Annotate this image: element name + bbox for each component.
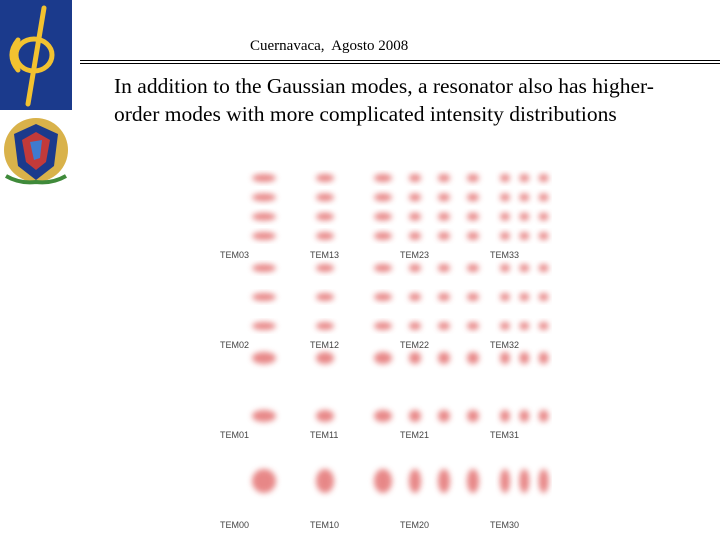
institute-logo <box>0 0 72 110</box>
tem-mode-label: TEM32 <box>490 340 520 350</box>
intensity-spot <box>539 352 549 364</box>
intensity-spot <box>467 264 479 272</box>
tem-mode-cell <box>310 264 392 350</box>
intensity-spot <box>500 213 510 221</box>
intensity-spot <box>252 264 276 272</box>
header-divider-secondary <box>80 63 720 64</box>
intensity-spot <box>409 410 421 422</box>
tem-mode-cell <box>310 174 392 260</box>
intensity-spot <box>539 213 549 221</box>
intensity-spot <box>500 193 510 201</box>
tem-mode-pattern-figure <box>212 168 552 534</box>
intensity-spot <box>409 352 421 364</box>
intensity-spot <box>438 410 450 422</box>
intensity-spot <box>438 232 450 240</box>
tem-mode-cell <box>310 352 392 440</box>
intensity-spot <box>252 174 276 182</box>
tem-mode-cell <box>400 352 479 440</box>
intensity-spot <box>316 352 334 364</box>
intensity-spot <box>316 264 334 272</box>
intensity-spot <box>519 174 529 182</box>
intensity-spot <box>316 232 334 240</box>
intensity-spot <box>500 293 510 301</box>
intensity-spot <box>374 410 392 422</box>
tem-mode-label: TEM03 <box>220 250 250 260</box>
tem-mode-label: TEM23 <box>400 250 430 260</box>
intensity-spot <box>519 193 529 201</box>
university-seal <box>0 110 72 188</box>
intensity-spot <box>252 232 276 240</box>
intensity-spot <box>500 410 510 422</box>
tem-mode-label: TEM20 <box>400 520 430 530</box>
intensity-spot <box>409 322 421 330</box>
tem-mode-label: TEM13 <box>310 250 340 260</box>
intensity-spot <box>519 264 529 272</box>
intensity-spot <box>252 213 276 221</box>
intensity-spot <box>519 232 529 240</box>
logo-panel <box>0 0 72 188</box>
intensity-spot <box>374 232 392 240</box>
intensity-spot <box>252 469 276 493</box>
intensity-spot <box>519 410 529 422</box>
intensity-spot <box>438 213 450 221</box>
intensity-spot <box>539 293 549 301</box>
intensity-spot <box>374 352 392 364</box>
intensity-spot <box>519 322 529 330</box>
intensity-spot <box>316 293 334 301</box>
tem-mode-label: TEM31 <box>490 430 520 440</box>
intensity-spot <box>316 174 334 182</box>
tem-mode-cell <box>490 469 552 530</box>
intensity-spot <box>409 193 421 201</box>
intensity-spot <box>409 469 421 493</box>
intensity-spot <box>519 352 529 364</box>
intensity-spot <box>438 293 450 301</box>
tem-mode-label: TEM01 <box>220 430 250 440</box>
intensity-spot <box>409 293 421 301</box>
intensity-spot <box>500 352 510 364</box>
intensity-spot <box>539 174 549 182</box>
tem-mode-label: TEM10 <box>310 520 340 530</box>
intensity-spot <box>374 293 392 301</box>
intensity-spot <box>409 213 421 221</box>
intensity-spot <box>539 264 549 272</box>
tem-mode-label: TEM33 <box>490 250 520 260</box>
intensity-spot <box>374 213 392 221</box>
tem-mode-cell <box>400 264 479 350</box>
intensity-spot <box>500 469 510 493</box>
intensity-spot <box>539 322 549 330</box>
intensity-spot <box>539 410 549 422</box>
intensity-spot <box>467 293 479 301</box>
intensity-spot <box>438 264 450 272</box>
intensity-spot <box>438 322 450 330</box>
intensity-spot <box>467 213 479 221</box>
intensity-spot <box>374 469 392 493</box>
intensity-spot <box>252 193 276 201</box>
intensity-spot <box>316 213 334 221</box>
intensity-spot <box>409 264 421 272</box>
tem-mode-cell <box>220 174 276 260</box>
tem-mode-cell <box>490 174 552 260</box>
intensity-spot <box>519 469 529 493</box>
tem-mode-cell <box>400 174 479 260</box>
intensity-spot <box>467 410 479 422</box>
intensity-spot <box>539 232 549 240</box>
tem-mode-cell <box>310 469 392 530</box>
intensity-spot <box>500 322 510 330</box>
intensity-spot <box>519 293 529 301</box>
tem-mode-cell <box>220 352 276 440</box>
intensity-spot <box>252 352 276 364</box>
intensity-spot <box>374 193 392 201</box>
intensity-spot <box>316 469 334 493</box>
intensity-spot <box>409 232 421 240</box>
tem-mode-label: TEM02 <box>220 340 250 350</box>
intensity-spot <box>374 322 392 330</box>
intensity-spot <box>519 213 529 221</box>
intensity-spot <box>500 264 510 272</box>
intensity-spot <box>539 193 549 201</box>
tem-mode-cell <box>220 469 276 530</box>
tem-mode-cell <box>220 264 276 350</box>
intensity-spot <box>467 352 479 364</box>
intensity-spot <box>539 469 549 493</box>
intensity-spot <box>438 193 450 201</box>
intensity-spot <box>500 174 510 182</box>
intensity-spot <box>438 469 450 493</box>
intensity-spot <box>467 232 479 240</box>
intensity-spot <box>467 322 479 330</box>
tem-mode-cell <box>400 469 479 530</box>
intensity-spot <box>438 352 450 364</box>
intensity-spot <box>467 174 479 182</box>
intensity-spot <box>500 232 510 240</box>
intensity-spot <box>316 193 334 201</box>
intensity-spot <box>374 174 392 182</box>
intensity-spot <box>316 322 334 330</box>
tem-mode-label: TEM11 <box>310 430 339 440</box>
intensity-spot <box>316 410 334 422</box>
intensity-spot <box>467 193 479 201</box>
tem-mode-cell <box>490 264 552 350</box>
tem-mode-label: TEM12 <box>310 340 340 350</box>
tem-mode-label: TEM22 <box>400 340 430 350</box>
tem-mode-cell <box>490 352 552 440</box>
intensity-spot <box>252 322 276 330</box>
header-divider <box>80 60 720 61</box>
intensity-spot <box>252 293 276 301</box>
intensity-spot <box>252 410 276 422</box>
tem-mode-label: TEM00 <box>220 520 250 530</box>
tem-mode-label: TEM30 <box>490 520 520 530</box>
intensity-spot <box>467 469 479 493</box>
slide-body-text: In addition to the Gaussian modes, a resonator also has higher-order modes with more complicated intensity distributions <box>114 74 654 126</box>
intensity-spot <box>438 174 450 182</box>
tem-mode-label: TEM21 <box>400 430 430 440</box>
header-location-date: Cuernavaca, Agosto 2008 <box>250 38 409 54</box>
intensity-spot <box>409 174 421 182</box>
intensity-spot <box>374 264 392 272</box>
